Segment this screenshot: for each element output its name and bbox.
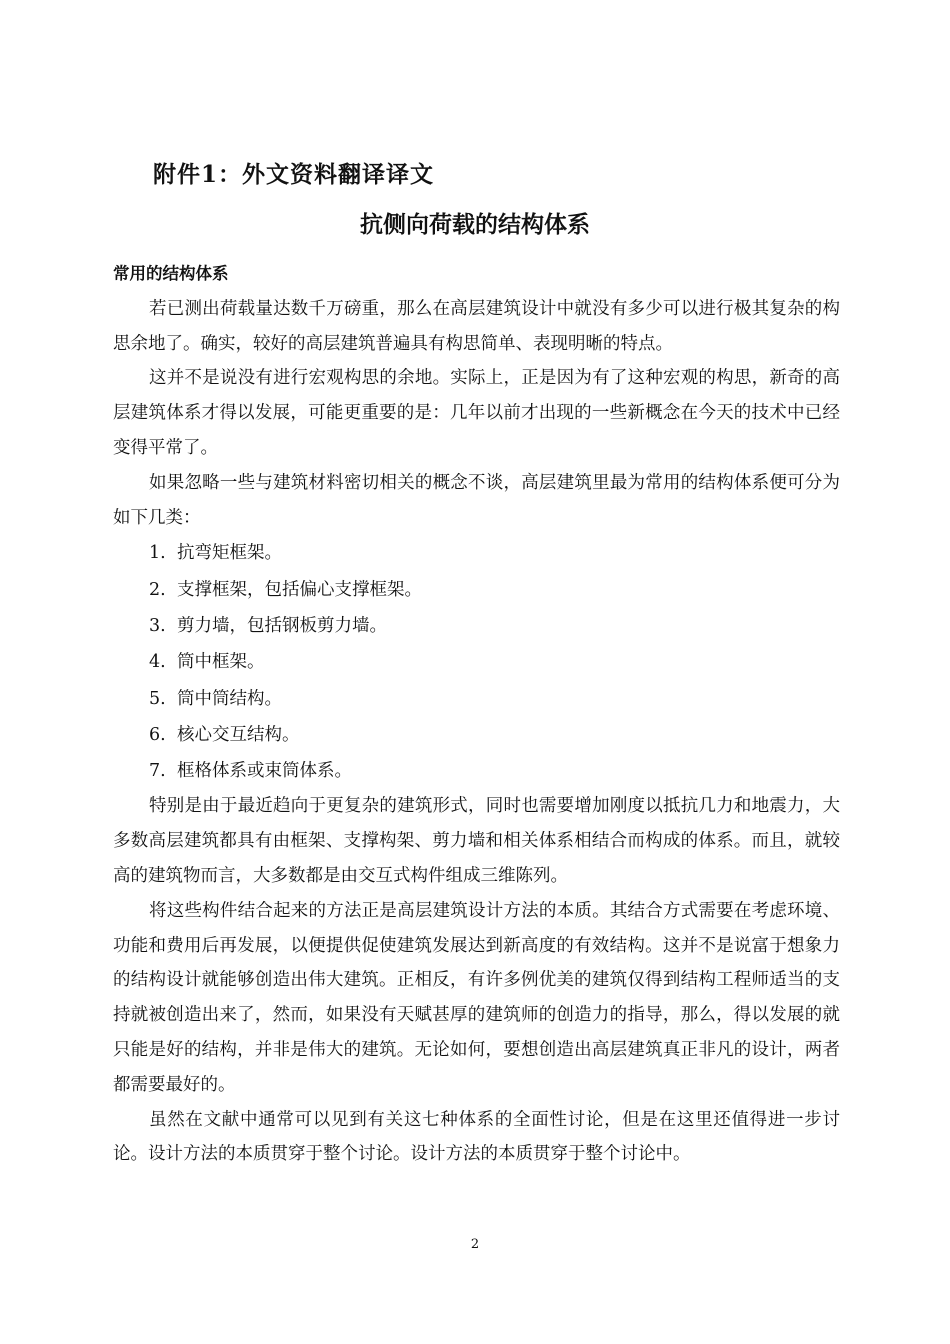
list-item-text: 框格体系或束筒体系。 [177,761,352,782]
list-item [113,572,840,608]
list-item-text: 核心交互结构。 [177,724,300,745]
list-item [113,644,840,680]
paragraph: 特别是由于最近趋向于更复杂的建筑形式，同时也需要增加刚度以抵抗几力和地震力，大多数高层建筑都具有由框架、支撑构架、剪力墙和相关体系相结合而构成的体系。而且，就较高的建筑物而言，大多数都是由交互式构件组成三维陈列。 [113,796,840,887]
list-item-number: 4. [149,652,166,673]
list-item-number: 7. [149,761,166,782]
list-item-text: 筒中框架。 [177,652,265,673]
list-item-text: 剪力墙，包括钢板剪力墙。 [177,615,387,636]
structure-system-list [113,535,840,789]
section-heading: 常用的结构体系 [113,264,229,283]
list-item-text: 抗弯矩框架。 [177,543,282,564]
list-item [113,608,840,644]
list-item-number: 6. [149,724,166,745]
list-item [113,753,840,789]
list-item-number: 2. [149,579,166,600]
list-item [113,535,840,571]
document-body [113,257,840,1172]
paragraph: 如果忽略一些与建筑材料密切相关的概念不谈，高层建筑里最为常用的结构体系便可分为如下几类： [113,472,840,528]
list-item-number: 3. [149,615,166,636]
list-item-number: 5. [149,688,166,709]
paragraph: 虽然在文献中通常可以见到有关这七种体系的全面性讨论，但是在这里还值得进一步讨论。设计方法的本质贯穿于整个讨论。设计方法的本质贯穿于整个讨论中。 [113,1109,840,1165]
paragraph: 若已测出荷载量达数千万磅重，那么在高层建筑设计中就没有多少可以进行极其复杂的构思余地了。确实，较好的高层建筑普遍具有构思简单、表现明晰的特点。 [113,298,840,354]
appendix-heading: 附件1：外文资料翻译译文 [153,161,435,188]
list-item-text: 筒中筒结构。 [177,688,282,709]
list-item [113,717,840,753]
list-item [113,681,840,717]
document-title: 抗侧向荷载的结构体系 [360,212,590,238]
paragraph: 将这些构件结合起来的方法正是高层建筑设计方法的本质。其结合方式需要在考虑环境、功能和费用后再发展，以便提供促使建筑发展达到新高度的有效结构。这并不是说富于想象力的结构设计就能够创造出伟大建筑。正相反，有许多例优美的建筑仅得到结构工程师适当的支持就被创造出来了，然而，如果没有天赋甚厚的建筑师的创造力的指导，那么，得以发展的就只能是好的结构，并非是伟大的建筑。无论如何，要想创造出高层建筑真正非凡的设计，两者都需要最好的。 [113,900,840,1095]
page-number: 2 [470,1237,480,1252]
list-item-text: 支撑框架，包括偏心支撑框架。 [177,579,422,600]
list-item-number: 1. [149,543,166,564]
paragraph: 这并不是说没有进行宏观构思的余地。实际上，正是因为有了这种宏观的构思，新奇的高层建筑体系才得以发展，可能更重要的是：几年以前才出现的一些新概念在今天的技术中已经变得平常了。 [113,368,840,458]
